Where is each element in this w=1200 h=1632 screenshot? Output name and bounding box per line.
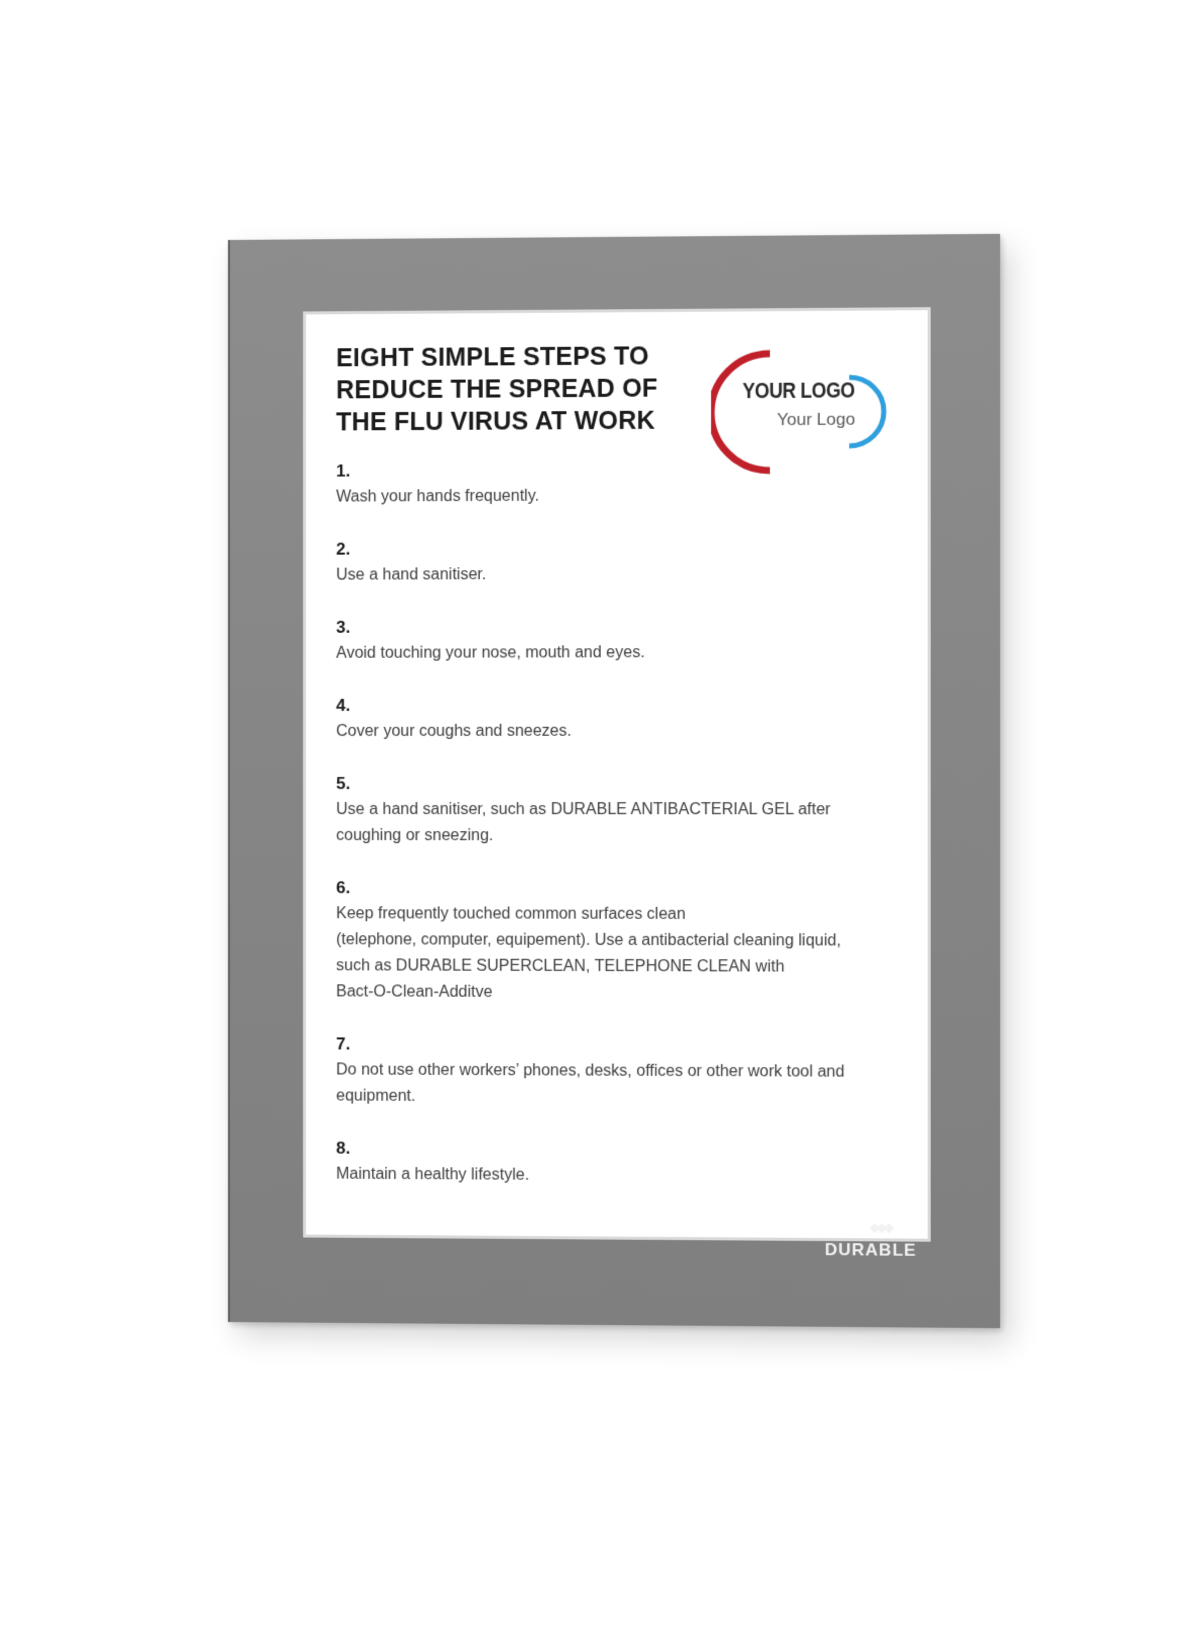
step-item <box>336 692 861 745</box>
brand-name: DURABLE <box>824 1240 917 1260</box>
step-text: Cover your coughs and sneezes. <box>336 722 572 740</box>
step-item <box>336 535 861 589</box>
step-number: 6. <box>336 878 351 898</box>
step-text: Maintain a healthy lifestyle. <box>336 1165 530 1184</box>
insert-border <box>303 307 931 1242</box>
step-number: 8. <box>336 1138 351 1158</box>
diamond-arrows-icon <box>870 1219 896 1237</box>
durable-brand-mark <box>825 1219 937 1270</box>
step-number: 4. <box>336 695 351 715</box>
step-text: Wash your hands frequently. <box>336 487 540 506</box>
step-item <box>336 1031 861 1112</box>
step-number: 5. <box>336 773 351 794</box>
logo-sub-text: Your Logo <box>777 409 856 430</box>
step-item <box>336 771 861 850</box>
step-item <box>336 875 861 1007</box>
step-item <box>336 456 861 511</box>
poster-sheet <box>306 310 928 1239</box>
step-item <box>336 613 861 666</box>
step-item <box>336 1136 861 1191</box>
step-number: 3. <box>336 617 351 637</box>
display-frame <box>228 234 1000 1328</box>
step-number: 7. <box>336 1034 351 1054</box>
step-text: Avoid touching your nose, mouth and eyes. <box>336 644 645 662</box>
step-number: 2. <box>336 539 351 559</box>
step-text: Keep frequently touched common surfaces clean (telephone, computer, equipement). Use a antibacterial cleaning liquid, such as DURABLE SUPERCLEAN, TELEPHONE CLEAN with Bact-O-Clean-Additve <box>336 905 841 1001</box>
step-number: 1. <box>336 461 351 481</box>
step-text: Use a hand sanitiser. <box>336 566 487 584</box>
logo-main-text: YOUR LOGO <box>742 377 855 404</box>
step-text: Use a hand sanitiser, such as DURABLE ANTIBACTERIAL GEL after coughing or sneezing. <box>336 801 831 845</box>
poster-title: EIGHT SIMPLE STEPS TO REDUCE THE SPREAD OF THE FLU VIRUS AT WORK <box>336 342 658 437</box>
steps-list <box>336 456 861 1217</box>
step-text: Do not use other workers’ phones, desks, offices or other work tool and equipment. <box>336 1061 845 1105</box>
